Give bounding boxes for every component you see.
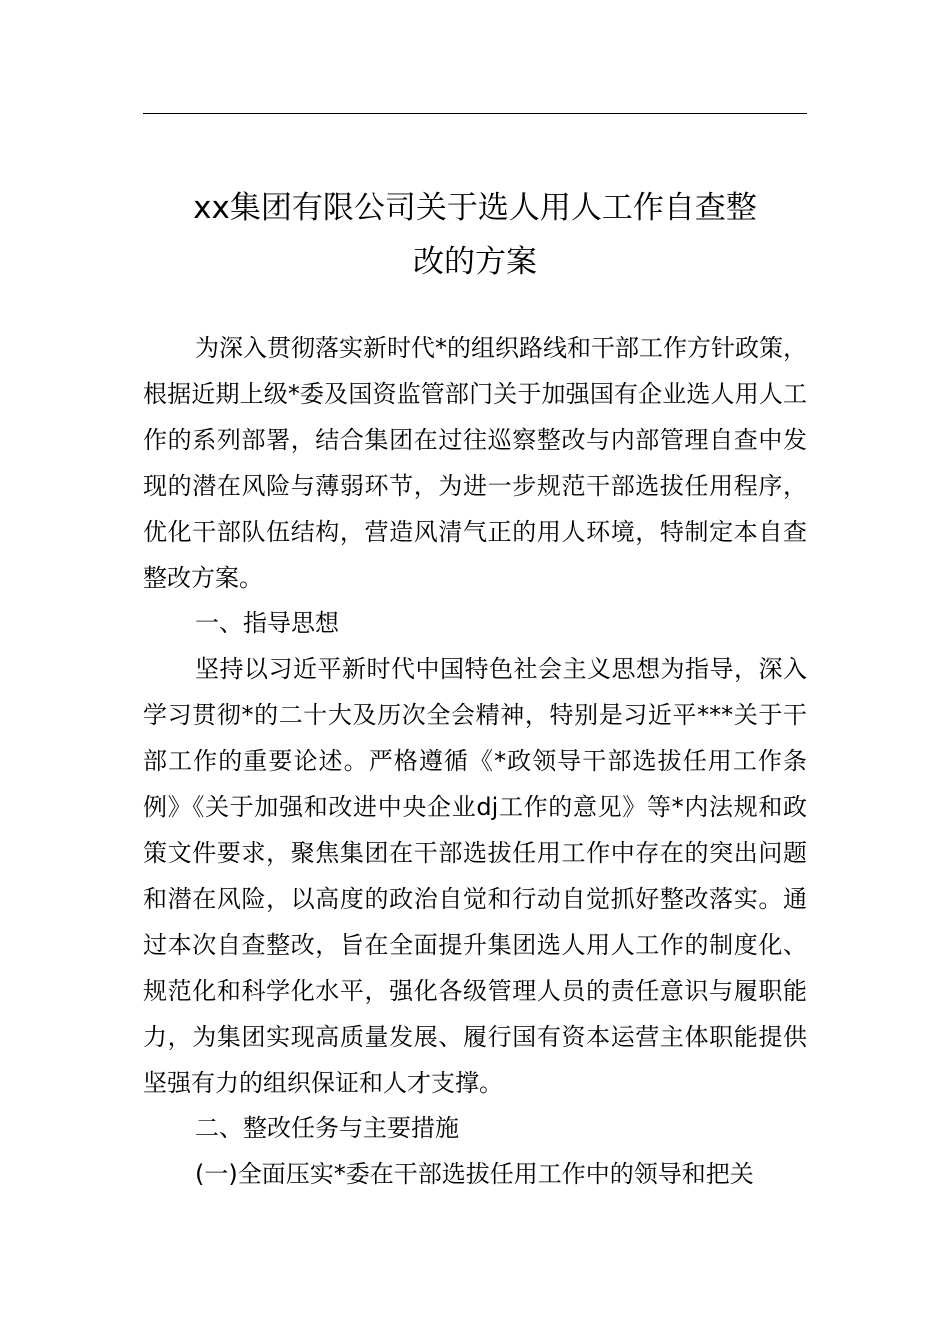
document-body [143,326,807,1198]
guiding-ideology-paragraph: 坚持以习近平新时代中国特色社会主义思想为指导，深入学习贯彻*的二十大及历次全会精神，特别是习近平***关于干部工作的重要论述。严格遵循《*政领导干部选拔任用工作条例》《关于加强和改进中央企业dj工作的意见》等*内法规和政策文件要求，聚焦集团在干部选拔任用工作中存在的突出问题和潜在风险，以高度的政治自觉和行动自觉抓好整改落实。通过本次自查整改，旨在全面提升集团选人用人工作的制度化、规范化和科学化水平，强化各级管理人员的责任意识与履职能力，为集团实现高质量发展、履行国有资本运营主体职能提供坚强有力的组织保证和人才支撑。 [143,655,807,1097]
title-line-2: 改的方案 [413,243,537,280]
title-line-1: xx集团有限公司关于选人用人工作自查整 [193,189,757,226]
section-heading-guiding-ideology: 一、指导思想 [195,609,339,638]
header-rule [143,113,807,114]
intro-paragraph: 为深入贯彻落实新时代*的组织路线和干部工作方针政策，根据近期上级*委及国资监管部门关于加强国有企业选人用人工作的系列部署，结合集团在过往巡察整改与内部管理自查中发现的潜在风险与薄弱环节，为进一步规范干部选拔任用程序，优化干部队伍结构，营造风清气正的用人环境，特制定本自查整改方案。 [143,334,807,592]
section-heading-rectification-tasks: 二、整改任务与主要措施 [195,1114,459,1143]
subsection-heading-party-leadership: (一)全面压实*委在干部选拔任用工作中的领导和把关 [195,1160,754,1189]
document-title [143,181,807,289]
